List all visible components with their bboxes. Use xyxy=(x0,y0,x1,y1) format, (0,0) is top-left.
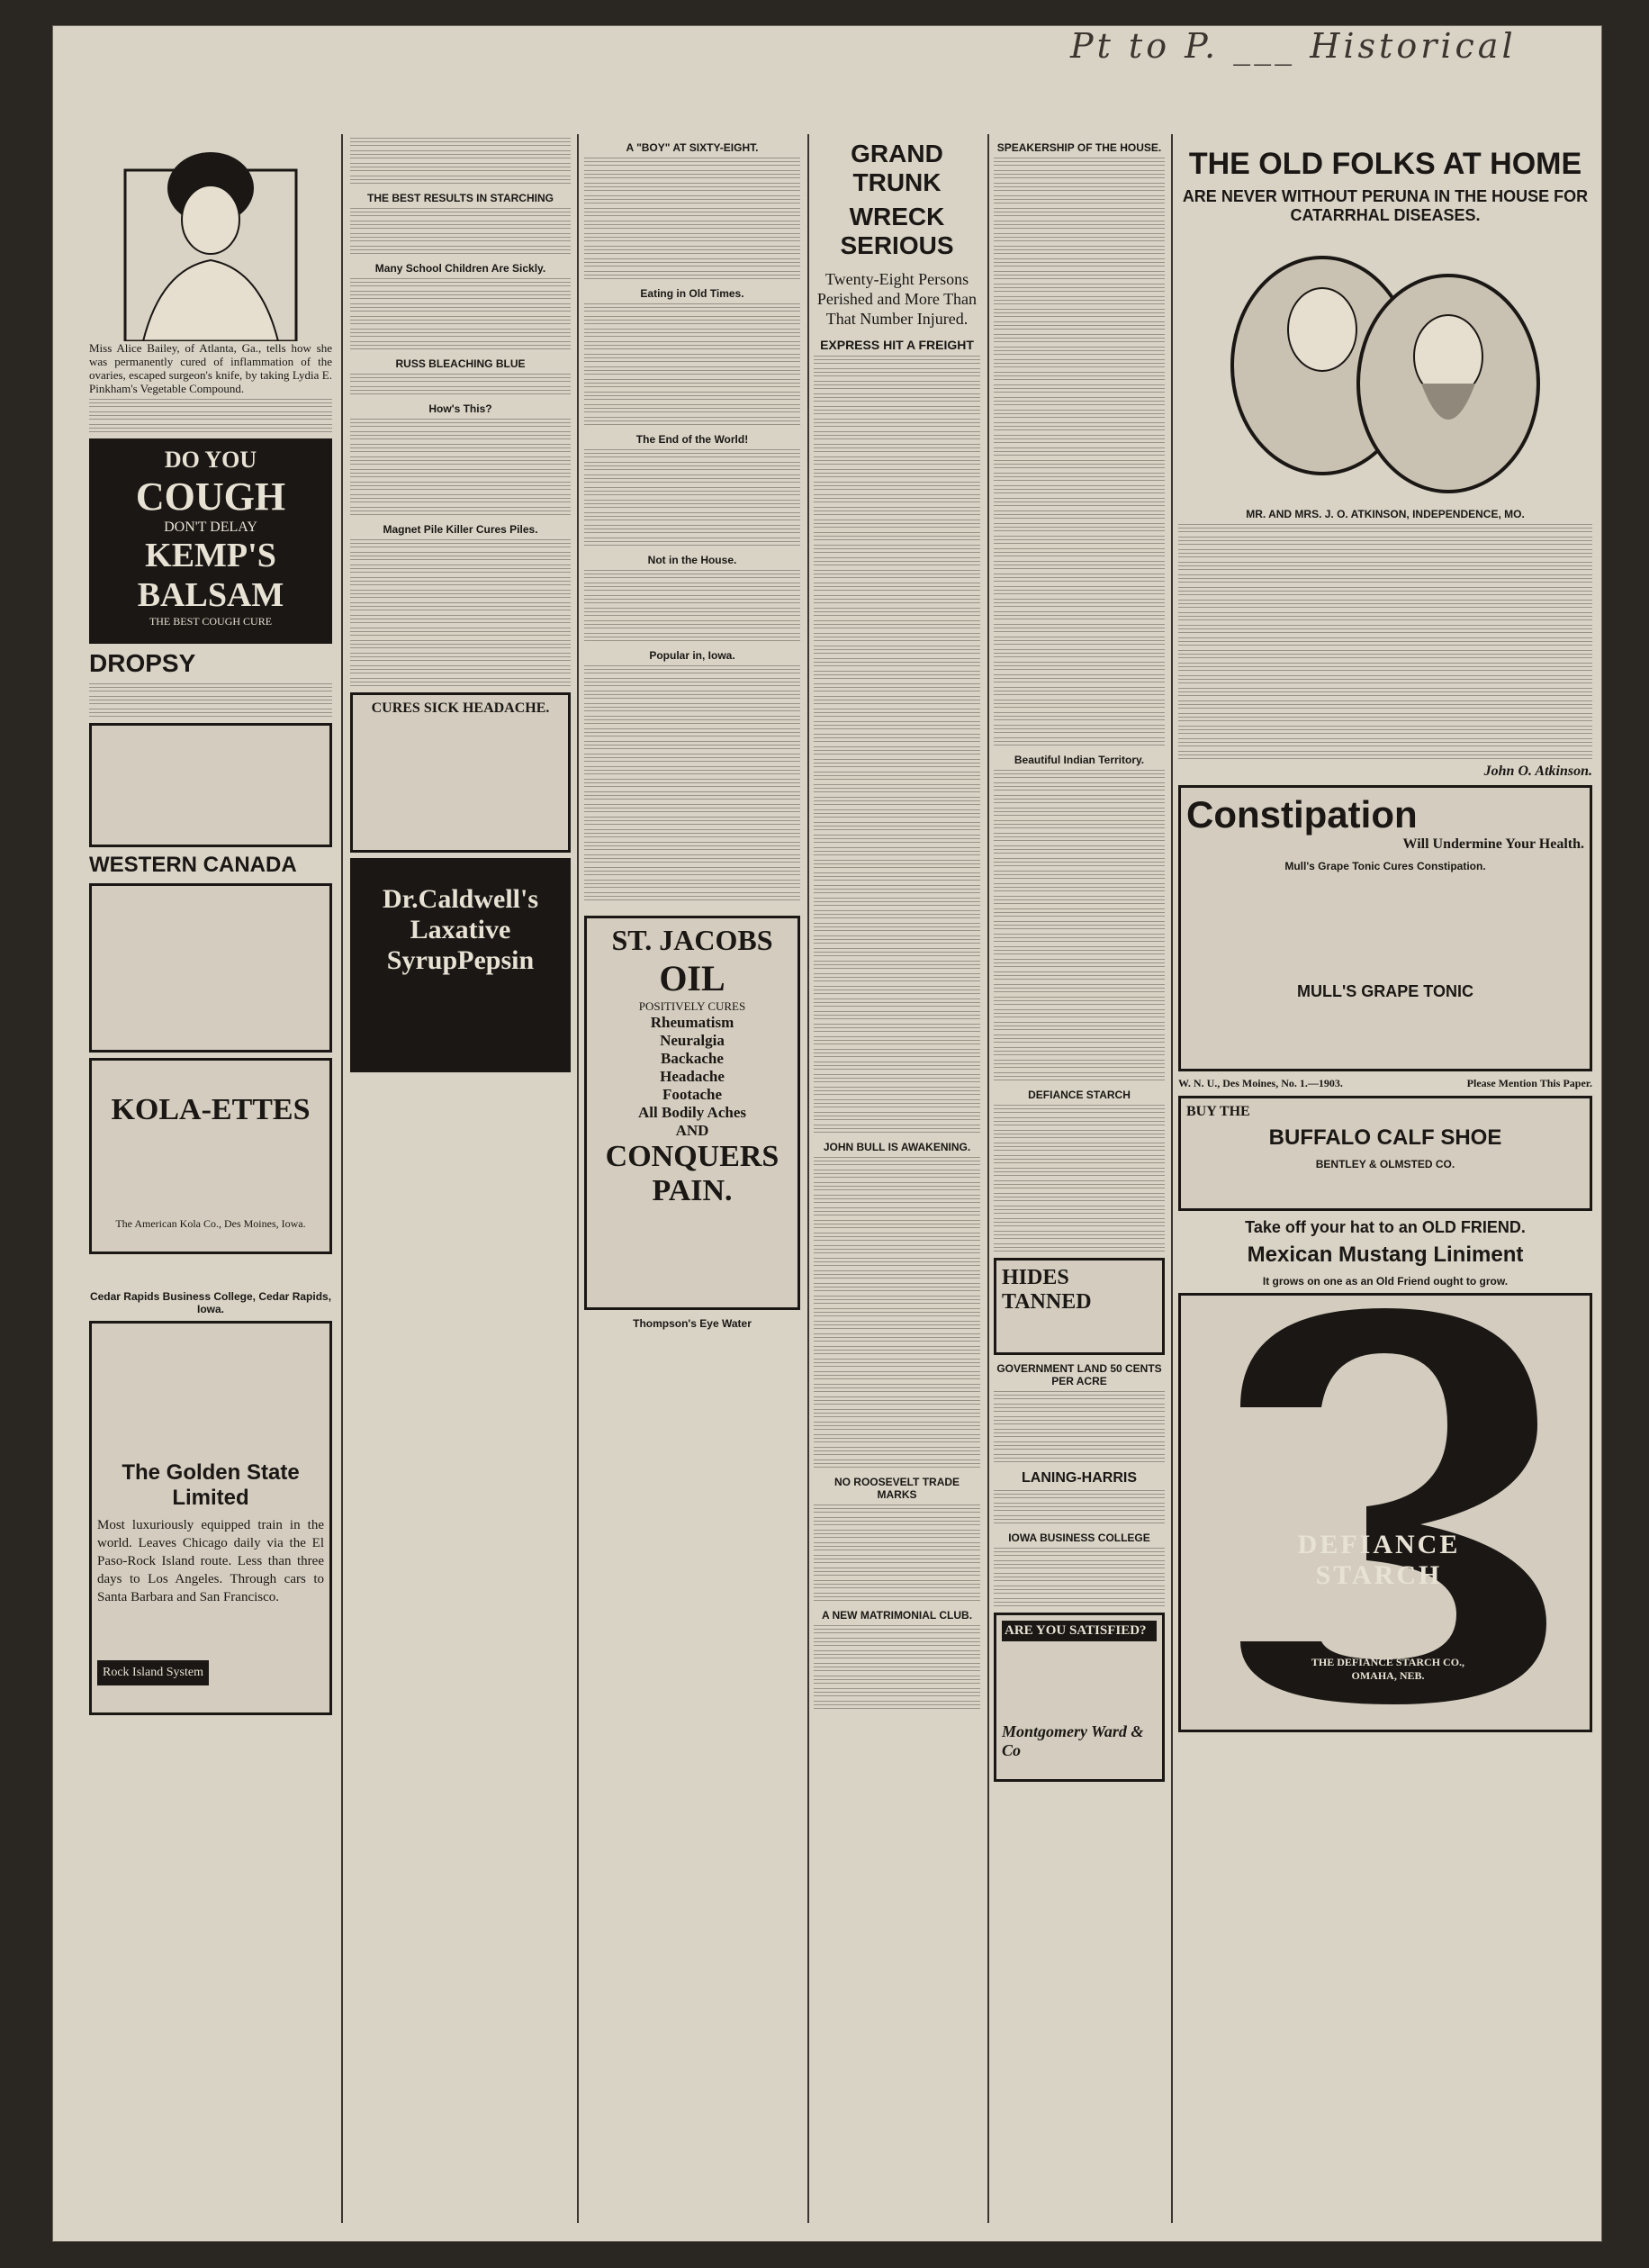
column-3 xyxy=(584,134,800,2223)
defiance-starch-heading: DEFIANCE STARCH xyxy=(1028,1089,1131,1101)
western-canada-ad-title: WESTERN CANADA xyxy=(89,853,297,877)
sick-headache-ad: CURES SICK HEADACHE. xyxy=(350,692,571,853)
wreck-subhead: Twenty-Eight Persons Perished and More Than That Number Injured. xyxy=(816,270,978,328)
atkinson-caption: MR. AND MRS. J. O. ATKINSON, INDEPENDENCE, MO. xyxy=(1246,508,1525,520)
wreck-deck: EXPRESS HIT A FREIGHT xyxy=(820,338,974,352)
mustang-grows-line: It grows on one as an Old Friend ought to grow. xyxy=(1262,1275,1509,1288)
mustang-liniment-title: Mexican Mustang Liniment xyxy=(1247,1242,1524,1267)
caldwell-laxative-ad: Dr.Caldwell's Laxative SyrupPepsin xyxy=(350,858,571,1072)
column-rule xyxy=(577,134,579,2223)
not-in-house-heading: Not in the House. xyxy=(647,554,737,566)
column-6 xyxy=(1178,134,1592,2223)
rock-island-logo: Rock Island System xyxy=(97,1660,209,1685)
government-land-ad: GOVERNMENT LAND 50 CENTS PER ACRE xyxy=(996,1362,1162,1387)
column-2 xyxy=(350,134,571,2223)
montgomery-ward-ad: ARE YOU SATISFIED? Montgomery Ward & Co xyxy=(994,1613,1165,1782)
laning-harris-ad: LANING-HARRIS xyxy=(1022,1470,1137,1486)
mulls-constipation-ad: Constipation Will Undermine Your Health. Mull's Grape Tonic Cures Constipation. MULL'S GRAPE TONIC xyxy=(1178,785,1592,1071)
column-rule xyxy=(987,134,989,2223)
column-rule xyxy=(807,134,809,2223)
starching-heading: THE BEST RESULTS IN STARCHING xyxy=(367,192,554,204)
wreck-headline-line2: WRECK SERIOUS xyxy=(840,203,954,259)
old-friend-line: Take off your hat to an OLD FRIEND. xyxy=(1245,1218,1526,1236)
kola-ettes-ad: KOLA-ETTES The American Kola Co., Des Moines, Iowa. xyxy=(89,1058,332,1254)
couple-portrait-illustration xyxy=(1178,230,1592,501)
column-5 xyxy=(994,134,1165,2223)
defiance-starch-ad: DEFIANCE STARCH THE DEFIANCE STARCH CO., OMAHA, NEB. xyxy=(1178,1293,1592,1732)
golden-state-ad: The Golden State Limited Most luxuriously equipped train in the world. Leaves Chicago daily via the El Paso-Rock Island route. Less than three days to Los Angeles. Through cars to Santa Barbara and San Francisco. Rock Island System xyxy=(89,1321,332,1715)
hows-this-heading: How's This? xyxy=(428,402,492,415)
buffalo-calf-shoe-ad: BUY THE BUFFALO CALF SHOE BENTLEY & OLMSTED CO. xyxy=(1178,1096,1592,1211)
newspaper-page xyxy=(52,25,1602,2242)
pinkham-ad-text: Miss Alice Bailey, of Atlanta, Ga., tells how she was permanently cured of inflammation of the ovaries, escaped surgeon's knife, by taking Lydia E. Pinkham's Vegetable Compound. xyxy=(89,341,332,395)
cedar-rapids-ad: Cedar Rapids Business College, Cedar Rapids, Iowa. xyxy=(89,1290,332,1315)
pile-killer-heading: Magnet Pile Killer Cures Piles. xyxy=(383,523,538,536)
iowa-business-college-ad: IOWA BUSINESS COLLEGE xyxy=(1008,1532,1150,1544)
matrimonial-club-heading: A NEW MATRIMONIAL CLUB. xyxy=(821,1609,973,1622)
handwritten-note: Pt to P. ___ Historical xyxy=(1070,26,1517,66)
speakership-heading: SPEAKERSHIP OF THE HOUSE. xyxy=(996,141,1162,154)
western-canada-ad xyxy=(89,883,332,1053)
kemps-balsam-ad: DO YOU COUGH DON'T DELAY KEMP'S BALSAM THE BEST COUGH CURE xyxy=(89,438,332,644)
boy-at-sixty-heading: A "BOY" AT SIXTY-EIGHT. xyxy=(626,141,759,154)
woman-portrait-illustration xyxy=(89,134,332,341)
end-of-world-heading: The End of the World! xyxy=(635,433,749,446)
poultry-book-ad xyxy=(89,723,332,847)
eating-old-times-heading: Eating in Old Times. xyxy=(640,287,744,300)
eye-water-ad: Thompson's Eye Water xyxy=(633,1317,752,1330)
old-folks-subhead: ARE NEVER WITHOUT PERUNA IN THE HOUSE FOR CATARRHAL DISEASES. xyxy=(1182,187,1589,224)
column-4 xyxy=(814,134,980,2223)
column-rule xyxy=(341,134,343,2223)
paper-footer-line: W. N. U., Des Moines, No. 1.—1903. Please Mention This Paper. xyxy=(1178,1077,1592,1089)
atkinson-signature: John O. Atkinson. xyxy=(1483,764,1592,779)
roosevelt-trademarks-heading: NO ROOSEVELT TRADE MARKS xyxy=(834,1476,960,1501)
popular-iowa-heading: Popular in, Iowa. xyxy=(649,649,735,662)
dropsy-ad-title: DROPSY xyxy=(89,649,196,677)
school-children-heading: Many School Children Are Sickly. xyxy=(374,262,546,275)
russ-bleaching-heading: RUSS BLEACHING BLUE xyxy=(395,357,526,370)
st-jacobs-oil-ad: ST. JACOBS OIL POSITIVELY CURES Rheumatism Neuralgia Backache Headache Footache All Bodily Aches AND CONQUERS PAIN. xyxy=(584,916,800,1310)
column-rule xyxy=(1171,134,1173,2223)
john-bull-heading: JOHN BULL IS AWAKENING. xyxy=(823,1141,971,1153)
column-1 xyxy=(89,134,332,2223)
wreck-headline-line1: GRAND TRUNK xyxy=(851,140,943,196)
indian-territory-heading: Beautiful Indian Territory. xyxy=(1014,754,1145,766)
hides-tanned-ad: HIDES TANNED xyxy=(994,1258,1165,1355)
old-folks-headline: THE OLD FOLKS AT HOME xyxy=(1188,147,1582,181)
